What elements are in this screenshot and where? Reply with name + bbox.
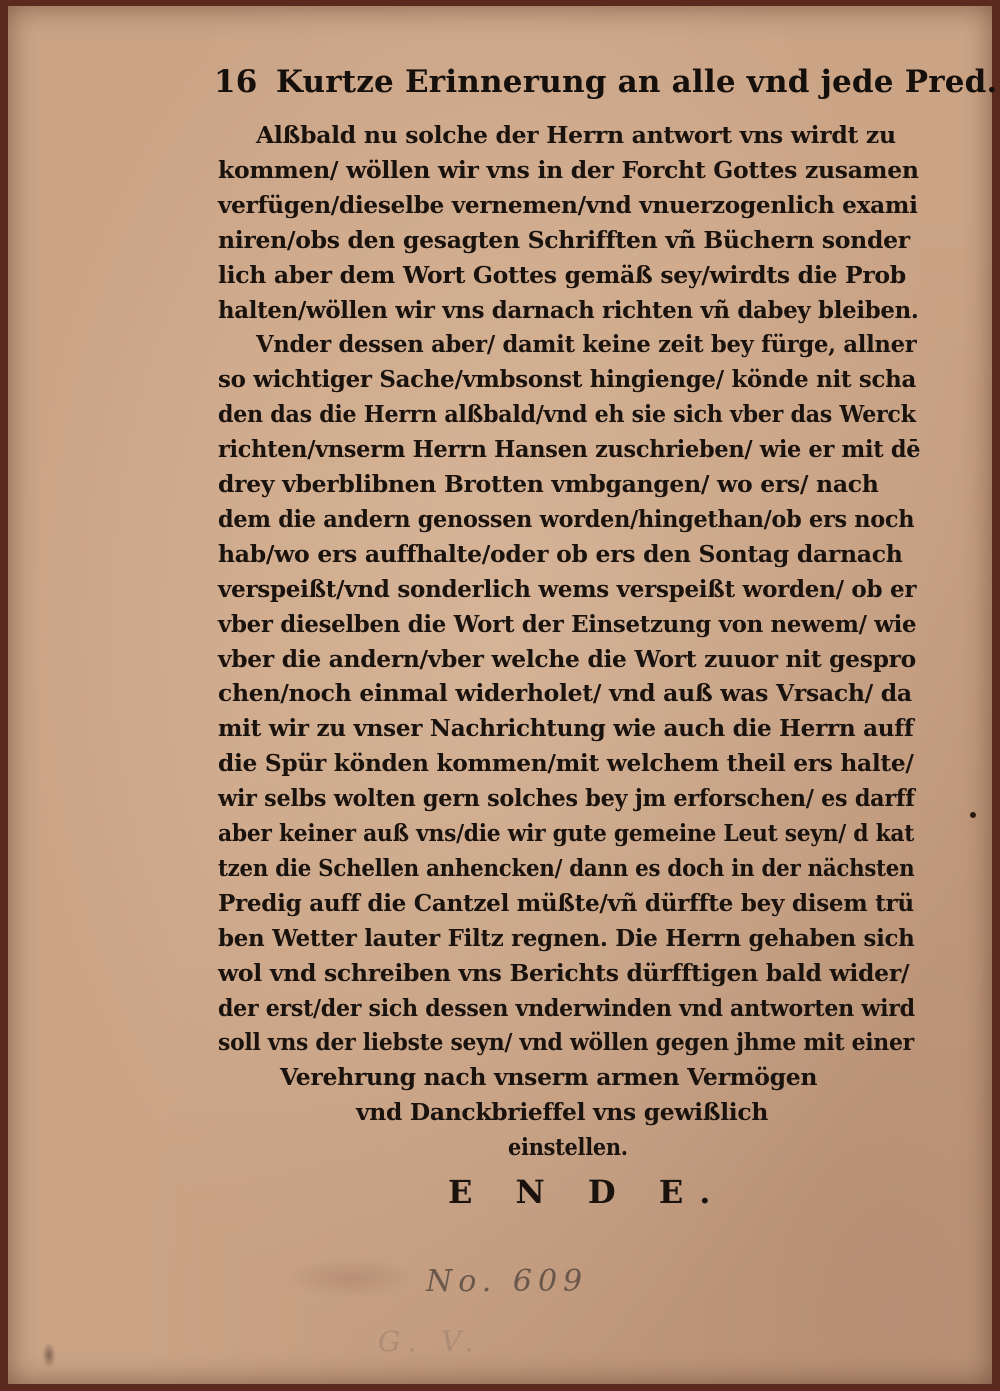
text-line: hab/wo ers auffhalte/oder ob ers den Sontag darnach bbox=[218, 540, 903, 568]
text-line: wol vnd schreiben vns Berichts dürfftigen bald wider/ bbox=[218, 959, 910, 987]
text-line: Verehrung nach vnserm armen Vermögen bbox=[280, 1063, 818, 1091]
text-line: einstellen. bbox=[508, 1133, 628, 1161]
text-line: drey vberblibnen Brotten vmbgangen/ wo ers/ nach bbox=[218, 470, 879, 498]
text-line: den das die Herrn alßbald/vnd eh sie sich vber das Werck bbox=[218, 400, 916, 428]
manuscript-note-faint: G. V. bbox=[378, 1325, 482, 1358]
text-line: Vnder dessen aber/ damit keine zeit bey fürge, allner bbox=[256, 330, 917, 358]
running-head-title: Kurtze Erinnerung an alle vnd jede Pred. bbox=[276, 64, 998, 100]
text-line: Predig auff die Cantzel müßte/vñ dürffte bey disem trü bbox=[218, 889, 914, 917]
text-line: vber dieselben die Wort der Einsetzung von newem/ wie bbox=[218, 610, 917, 638]
closing-ende: E N D E. bbox=[448, 1173, 727, 1211]
text-line: niren/obs den gesagten Schrifften vñ Büchern sonder bbox=[218, 226, 910, 254]
text-line: so wichtiger Sache/vmbsonst hingienge/ könde nit scha bbox=[218, 365, 917, 393]
text-line: chen/noch einmal widerholet/ vnd auß was Vrsach/ da bbox=[218, 679, 912, 707]
text-line: lich aber dem Wort Gottes gemäß sey/wirdts die Prob bbox=[218, 261, 906, 289]
text-line: soll vns der liebste seyn/ vnd wöllen gegen jhme mit einer bbox=[218, 1028, 914, 1056]
text-line: aber keiner auß vns/die wir gute gemeine Leut seyn/ d kat bbox=[218, 819, 915, 847]
ink-dot bbox=[970, 812, 976, 818]
text-line: dem die andern genossen worden/hingethan/ob ers noch bbox=[218, 505, 915, 533]
text-line: vber die andern/vber welche die Wort zuuor nit gespro bbox=[218, 645, 916, 673]
text-line: der erst/der sich dessen vnderwinden vnd antworten wird bbox=[218, 994, 915, 1022]
text-line: halten/wöllen wir vns darnach richten vñ dabey bleiben. bbox=[218, 296, 919, 324]
text-line: kommen/ wöllen wir vns in der Forcht Gottes zusamen bbox=[218, 156, 919, 184]
page-number: 16 bbox=[214, 64, 258, 100]
text-line: verspeißt/vnd sonderlich wems verspeißt worden/ ob er bbox=[218, 575, 917, 603]
text-line: tzen die Schellen anhencken/ dann es doch in der nächsten bbox=[218, 854, 915, 882]
text-line: mit wir zu vnser Nachrichtung wie auch die Herrn auff bbox=[218, 714, 914, 742]
running-head bbox=[214, 60, 998, 104]
text-line: vnd Danckbrieffel vns gewißlich bbox=[356, 1098, 769, 1126]
ink-smudge bbox=[286, 1258, 416, 1298]
manuscript-note: No. 609 bbox=[426, 1264, 589, 1299]
text-line: Alßbald nu solche der Herrn antwort vns wirdt zu bbox=[256, 121, 896, 149]
text-line: wir selbs wolten gern solches bey jm erforschen/ es darff bbox=[218, 784, 915, 812]
margin-mark bbox=[42, 1342, 56, 1368]
text-line: verfügen/dieselbe vernemen/vnd vnuerzogenlich exami bbox=[218, 191, 918, 219]
text-line: ben Wetter lauter Filtz regnen. Die Herrn gehaben sich bbox=[218, 924, 915, 952]
text-line: die Spür könden kommen/mit welchem theil ers halte/ bbox=[218, 749, 914, 777]
text-line: richten/vnserm Herrn Hansen zuschrieben/ wie er mit dē bbox=[218, 435, 921, 463]
paper-sheet bbox=[8, 6, 998, 1384]
